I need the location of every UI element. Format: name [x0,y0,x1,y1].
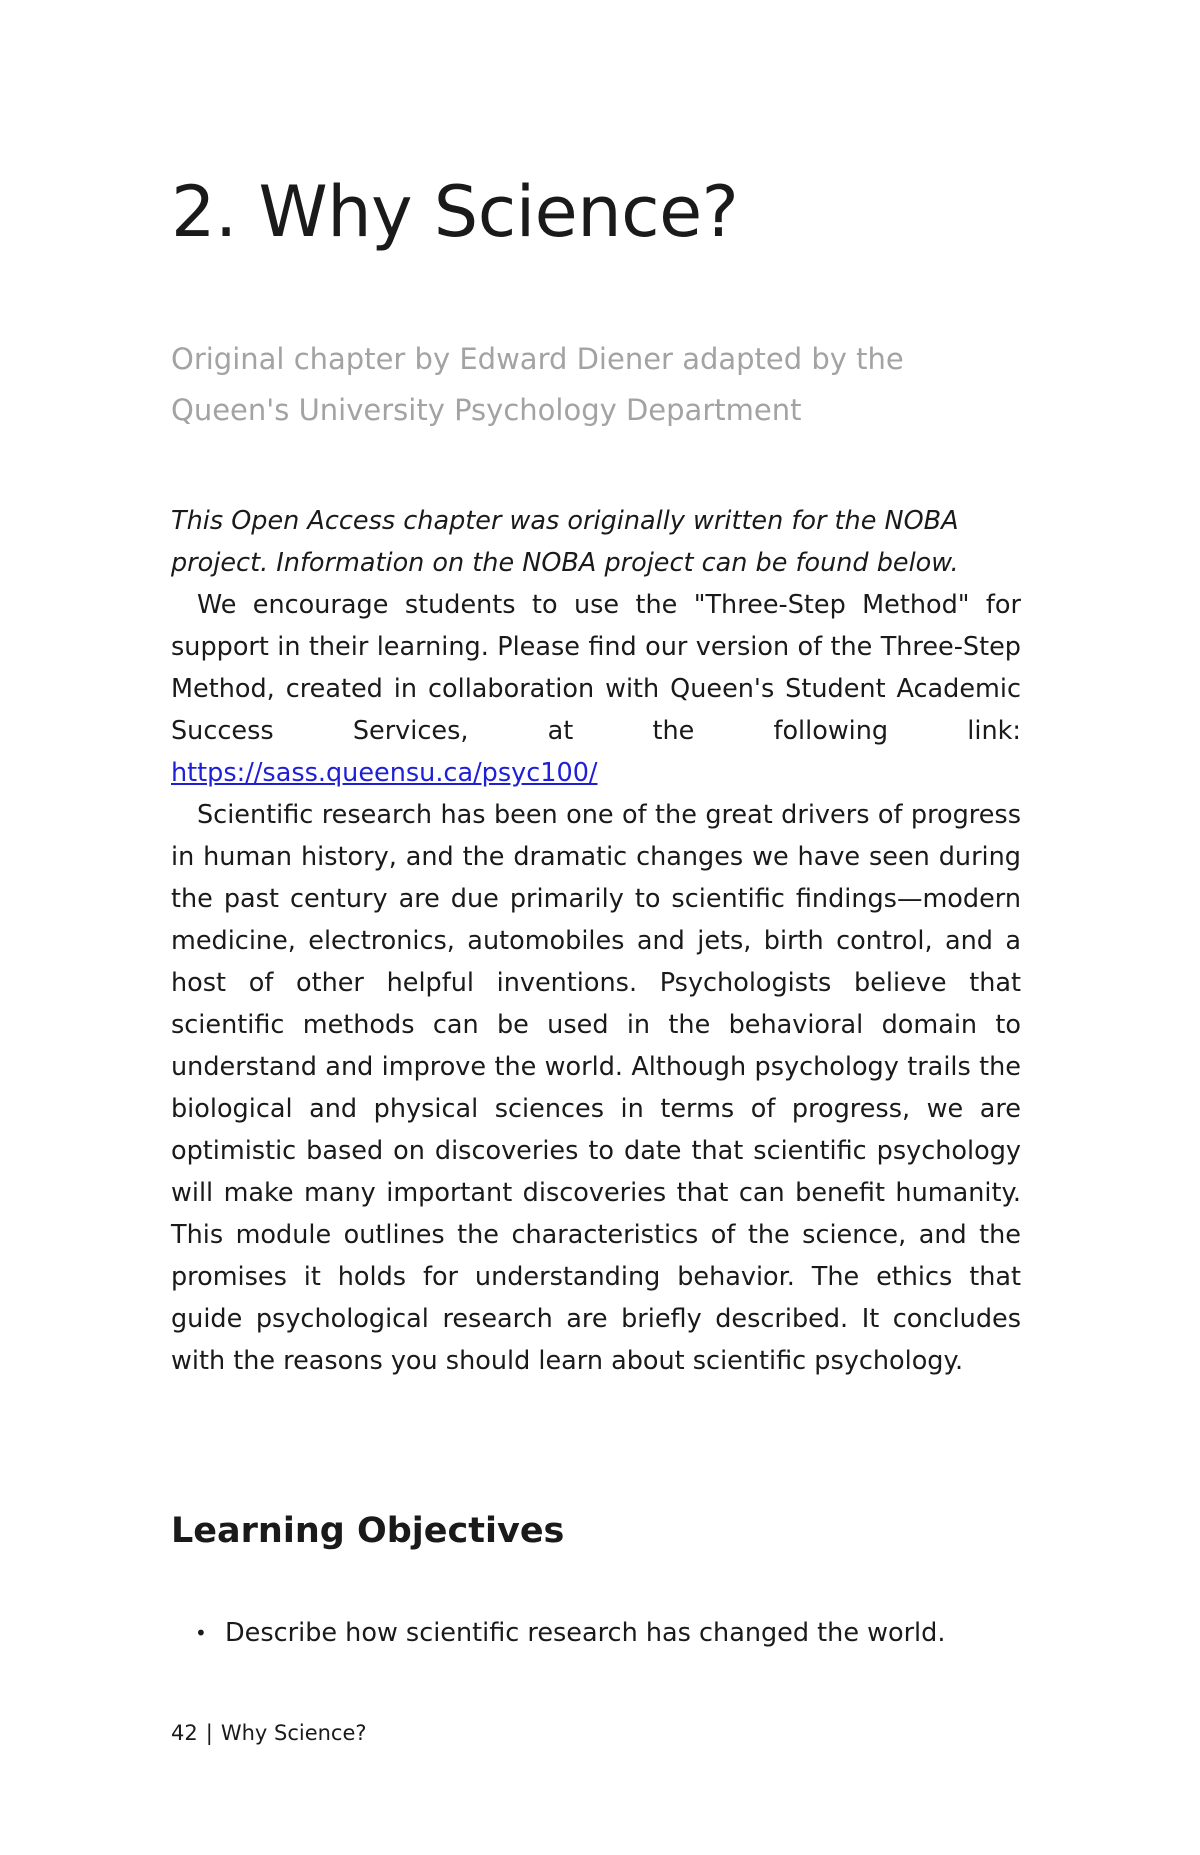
chapter-body [171,500,1021,1382]
three-step-method-paragraph [171,584,1021,794]
open-access-note: This Open Access chapter was originally written for the NOBA project. Information on the NOBA project can be found below. [171,506,959,578]
page-footer [171,1718,367,1748]
three-step-method-text: We encourage students to use the "Three-Step Method" for support in their learning. Please find our version of the Three-Step Method, created in collaboration with Queen's Student Academic Success Services, at the following link: [171,590,1021,746]
chapter-byline: Original chapter by Edward Diener adapted by the Queen's University Psychology Department [171,342,904,427]
running-title: Why Science? [220,1721,367,1745]
learning-objectives-heading: Learning Objectives [171,1511,565,1551]
list-item [171,1612,1021,1654]
abstract-paragraph: Scientific research has been one of the great drivers of progress in human history, and the dramatic changes we have seen during the past century are due primarily to scientific findings—modern medicine, electronics, automobiles and jets, birth control, and a host of other helpful inventions. Psychologists believe that scientific methods can be used in the behavioral domain to understand and improve the world. Although psychology trails the biological and physical sciences in terms of progress, we are optimistic based on discoveries to date that scientific psychology will make many important discoveries that can benefit humanity. This module outlines the characteristics of the science, and the promises it holds for understanding behavior. The ethics that guide psychological research are briefly described. It concludes with the reasons you should learn about scientific psychology. [171,800,1021,1376]
footer-separator: | [205,1721,213,1745]
bullet-icon: • [195,1621,207,1645]
objective-text: Describe how scientific research has changed the world. [225,1618,946,1648]
chapter-title: 2. Why Science? [171,171,739,253]
page-number: 42 [171,1721,198,1745]
learning-objectives-list [171,1612,1021,1654]
sass-link[interactable]: https://sass.queensu.ca/psyc100/ [171,758,598,788]
